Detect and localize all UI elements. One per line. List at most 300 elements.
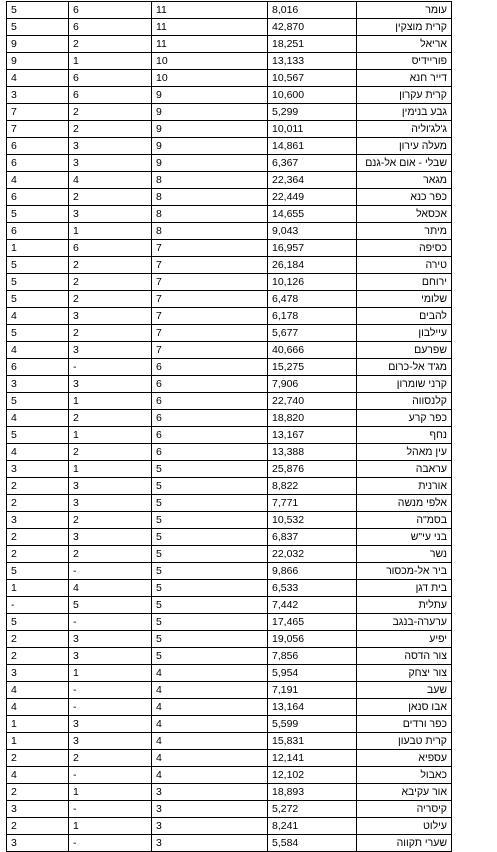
cell-col-d: 2 [7,495,69,512]
cell-locality-name: עין מאהל [357,444,452,461]
cell-col-d: 4 [7,342,69,359]
cell-col-c: 2 [69,512,152,529]
cell-col-c: 5 [69,597,152,614]
cell-locality-name: כפר ורדים [357,716,452,733]
table-row [7,461,452,478]
cell-col-c: - [69,563,152,580]
cell-population: 5,599 [268,716,357,733]
cell-col-c: 2 [69,444,152,461]
table-row [7,733,452,750]
cell-col-b: 6 [152,393,268,410]
cell-col-c: 1 [69,665,152,682]
cell-col-d: 3 [7,801,69,818]
cell-population: 40,666 [268,342,357,359]
cell-col-b: 6 [152,410,268,427]
cell-population: 25,876 [268,461,357,478]
cell-col-d: 2 [7,784,69,801]
cell-population: 13,167 [268,427,357,444]
table-row [7,155,452,172]
cell-locality-name: שעב [357,682,452,699]
cell-col-b: 4 [152,716,268,733]
cell-col-b: 4 [152,767,268,784]
cell-col-d: 2 [7,750,69,767]
cell-col-b: 5 [152,631,268,648]
cell-col-b: 4 [152,699,268,716]
cell-population: 7,191 [268,682,357,699]
cell-locality-name: בסמ"ה [357,512,452,529]
cell-locality-name: עתלית [357,597,452,614]
cell-locality-name: ג'לג'וליה [357,121,452,138]
cell-locality-name: קרית מוצקין [357,19,452,36]
cell-col-c: - [69,699,152,716]
cell-col-c: - [69,801,152,818]
cell-population: 9,866 [268,563,357,580]
cell-col-c: 3 [69,308,152,325]
cell-col-c: 1 [69,427,152,444]
cell-locality-name: כפר כנא [357,189,452,206]
cell-population: 18,251 [268,36,357,53]
cell-locality-name: כפר קרע [357,410,452,427]
cell-col-c: 2 [69,750,152,767]
cell-col-c: 3 [69,716,152,733]
cell-population: 12,141 [268,750,357,767]
cell-population: 6,837 [268,529,357,546]
table-row [7,563,452,580]
table-row [7,682,452,699]
cell-col-c: 2 [69,325,152,342]
cell-col-d: 4 [7,410,69,427]
cell-population: 8,016 [268,2,357,19]
cell-col-c: 1 [69,461,152,478]
cell-col-d: 1 [7,716,69,733]
cell-col-d: 6 [7,155,69,172]
cell-population: 10,600 [268,87,357,104]
table-row [7,342,452,359]
cell-population: 7,771 [268,495,357,512]
table-row [7,818,452,835]
table-row [7,53,452,70]
cell-population: 42,870 [268,19,357,36]
cell-col-c: - [69,767,152,784]
cell-col-b: 4 [152,665,268,682]
table-row [7,750,452,767]
cell-col-d: 6 [7,223,69,240]
cell-col-b: 8 [152,189,268,206]
cell-locality-name: שלומי [357,291,452,308]
cell-col-b: 11 [152,36,268,53]
table-row [7,648,452,665]
cell-col-c: 3 [69,631,152,648]
table-row [7,614,452,631]
cell-population: 13,388 [268,444,357,461]
cell-locality-name: בית דגן [357,580,452,597]
cell-col-d: 5 [7,291,69,308]
cell-col-d: 4 [7,444,69,461]
cell-population: 5,584 [268,835,357,852]
cell-col-c: 2 [69,410,152,427]
table-row [7,376,452,393]
cell-population: 7,906 [268,376,357,393]
cell-col-c: 3 [69,495,152,512]
cell-col-b: 5 [152,495,268,512]
cell-col-b: 5 [152,648,268,665]
table-row [7,291,452,308]
cell-col-c: 3 [69,342,152,359]
table-row [7,580,452,597]
table-row [7,393,452,410]
cell-population: 5,299 [268,104,357,121]
cell-col-b: 9 [152,121,268,138]
cell-locality-name: עיילבון [357,325,452,342]
cell-col-c: 6 [69,19,152,36]
cell-population: 15,275 [268,359,357,376]
cell-col-b: 9 [152,138,268,155]
cell-locality-name: פוריידיס [357,53,452,70]
cell-col-d: 5 [7,614,69,631]
cell-col-c: 4 [69,580,152,597]
cell-col-b: 5 [152,614,268,631]
table-row [7,121,452,138]
cell-col-c: 1 [69,393,152,410]
cell-col-d: 5 [7,2,69,19]
cell-col-b: 5 [152,580,268,597]
cell-population: 5,954 [268,665,357,682]
cell-population: 18,893 [268,784,357,801]
table-row [7,36,452,53]
cell-locality-name: מגאר [357,172,452,189]
cell-col-d: 3 [7,461,69,478]
cell-population: 13,133 [268,53,357,70]
table-row [7,410,452,427]
cell-col-b: 6 [152,444,268,461]
table-row [7,206,452,223]
cell-col-b: 5 [152,597,268,614]
cell-population: 10,011 [268,121,357,138]
cell-locality-name: צור הדסה [357,648,452,665]
cell-col-d: 1 [7,733,69,750]
cell-locality-name: צור יצחק [357,665,452,682]
cell-locality-name: אריאל [357,36,452,53]
cell-col-c: 2 [69,274,152,291]
cell-col-b: 7 [152,240,268,257]
cell-col-c: 3 [69,206,152,223]
cell-col-b: 7 [152,325,268,342]
cell-locality-name: עספיא [357,750,452,767]
table-row [7,87,452,104]
table-row [7,444,452,461]
cell-locality-name: כסיפה [357,240,452,257]
table-row [7,308,452,325]
table-row [7,359,452,376]
cell-col-c: 3 [69,529,152,546]
cell-col-c: 3 [69,155,152,172]
cell-col-c: 2 [69,291,152,308]
cell-population: 22,364 [268,172,357,189]
cell-col-d: 1 [7,240,69,257]
cell-col-b: 6 [152,376,268,393]
cell-col-b: 10 [152,70,268,87]
cell-locality-name: שערי תקווה [357,835,452,852]
cell-col-c: 6 [69,70,152,87]
table-row [7,257,452,274]
cell-population: 16,957 [268,240,357,257]
cell-col-b: 9 [152,155,268,172]
cell-col-c: 2 [69,121,152,138]
cell-col-b: 8 [152,172,268,189]
cell-locality-name: אבו סנאן [357,699,452,716]
cell-col-b: 7 [152,274,268,291]
table-row [7,19,452,36]
cell-locality-name: בני עי"ש [357,529,452,546]
cell-locality-name: מעלה עירון [357,138,452,155]
cell-col-b: 9 [152,104,268,121]
cell-col-c: 1 [69,784,152,801]
table-row [7,784,452,801]
cell-col-b: 5 [152,546,268,563]
cell-population: 6,178 [268,308,357,325]
cell-col-d: 3 [7,512,69,529]
cell-col-d: 2 [7,648,69,665]
cell-locality-name: קרית עקרון [357,87,452,104]
cell-col-c: 6 [69,2,152,19]
cell-col-b: 11 [152,19,268,36]
cell-col-d: 9 [7,53,69,70]
cell-col-d: 5 [7,19,69,36]
cell-locality-name: אכסאל [357,206,452,223]
cell-population: 10,532 [268,512,357,529]
cell-col-b: 8 [152,223,268,240]
cell-col-d: 5 [7,206,69,223]
cell-col-b: 5 [152,563,268,580]
cell-col-b: 11 [152,2,268,19]
cell-col-d: 1 [7,580,69,597]
cell-population: 10,567 [268,70,357,87]
cell-col-d: 3 [7,87,69,104]
cell-col-b: 7 [152,257,268,274]
table-row [7,274,452,291]
table-row [7,597,452,614]
cell-col-d: 4 [7,699,69,716]
cell-col-b: 3 [152,818,268,835]
cell-col-d: 5 [7,393,69,410]
cell-col-b: 5 [152,529,268,546]
cell-col-d: 5 [7,427,69,444]
cell-population: 5,272 [268,801,357,818]
table-row [7,2,452,19]
cell-locality-name: ביר אל-מכסור [357,563,452,580]
cell-locality-name: נשר [357,546,452,563]
cell-col-b: 3 [152,835,268,852]
cell-locality-name: מיתר [357,223,452,240]
cell-population: 14,655 [268,206,357,223]
cell-col-b: 5 [152,461,268,478]
table-row [7,529,452,546]
cell-population: 7,442 [268,597,357,614]
cell-population: 17,465 [268,614,357,631]
cell-col-c: 2 [69,104,152,121]
cell-population: 22,032 [268,546,357,563]
cell-col-c: 1 [69,223,152,240]
cell-col-c: 3 [69,478,152,495]
table-row [7,240,452,257]
cell-col-d: 5 [7,325,69,342]
cell-col-d: 2 [7,818,69,835]
cell-col-d: 3 [7,665,69,682]
cell-col-d: - [7,597,69,614]
cell-col-d: 2 [7,631,69,648]
table-row [7,801,452,818]
cell-col-c: 1 [69,818,152,835]
cell-col-b: 8 [152,206,268,223]
table-row [7,665,452,682]
cell-col-c: - [69,359,152,376]
cell-population: 8,822 [268,478,357,495]
cell-col-d: 4 [7,172,69,189]
table-row [7,512,452,529]
table-row [7,631,452,648]
cell-col-b: 4 [152,750,268,767]
cell-col-d: 2 [7,546,69,563]
cell-locality-name: קרני שומרון [357,376,452,393]
cell-col-d: 6 [7,138,69,155]
cell-col-b: 7 [152,291,268,308]
cell-locality-name: קרית טבעון [357,733,452,750]
cell-col-d: 7 [7,104,69,121]
cell-col-d: 6 [7,359,69,376]
cell-locality-name: טירה [357,257,452,274]
cell-population: 8,241 [268,818,357,835]
cell-population: 9,043 [268,223,357,240]
cell-col-d: 7 [7,121,69,138]
cell-locality-name: מג'ד אל-כרום [357,359,452,376]
cell-locality-name: נחף [357,427,452,444]
cell-population: 6,533 [268,580,357,597]
cell-locality-name: שפרעם [357,342,452,359]
cell-locality-name: אורנית [357,478,452,495]
cell-locality-name: ירוחם [357,274,452,291]
cell-population: 10,126 [268,274,357,291]
cell-col-d: 4 [7,70,69,87]
table-row [7,546,452,563]
table-row [7,495,452,512]
cell-population: 13,164 [268,699,357,716]
cell-col-d: 6 [7,189,69,206]
cell-population: 26,184 [268,257,357,274]
cell-population: 5,677 [268,325,357,342]
table-row [7,716,452,733]
table-row [7,427,452,444]
cell-col-c: 2 [69,36,152,53]
cell-col-c: 6 [69,240,152,257]
cell-col-b: 4 [152,682,268,699]
cell-col-b: 7 [152,342,268,359]
cell-population: 19,056 [268,631,357,648]
cell-col-d: 9 [7,36,69,53]
cell-col-c: 3 [69,648,152,665]
cell-col-c: 2 [69,257,152,274]
cell-col-b: 6 [152,427,268,444]
data-table [6,1,452,852]
cell-population: 7,856 [268,648,357,665]
cell-col-c: 3 [69,138,152,155]
cell-col-d: 3 [7,376,69,393]
cell-col-d: 5 [7,274,69,291]
cell-locality-name: כאבול [357,767,452,784]
cell-col-c: 4 [69,172,152,189]
cell-col-b: 7 [152,308,268,325]
cell-locality-name: אור עקיבא [357,784,452,801]
cell-population: 22,740 [268,393,357,410]
cell-locality-name: שבלי - אום אל-גנם [357,155,452,172]
cell-col-b: 5 [152,478,268,495]
table-row [7,223,452,240]
cell-col-c: - [69,835,152,852]
cell-population: 14,861 [268,138,357,155]
cell-locality-name: קיסריה [357,801,452,818]
cell-col-d: 4 [7,682,69,699]
cell-col-b: 9 [152,87,268,104]
table-body [7,2,452,852]
cell-col-d: 5 [7,257,69,274]
cell-population: 6,478 [268,291,357,308]
cell-col-c: 3 [69,733,152,750]
cell-col-d: 4 [7,308,69,325]
cell-col-d: 5 [7,563,69,580]
table-row [7,172,452,189]
cell-col-b: 4 [152,733,268,750]
table-row [7,138,452,155]
cell-locality-name: דייר חנא [357,70,452,87]
cell-locality-name: גבע בנימין [357,104,452,121]
cell-col-b: 3 [152,784,268,801]
cell-locality-name: להבים [357,308,452,325]
cell-col-c: - [69,682,152,699]
cell-population: 6,367 [268,155,357,172]
cell-col-d: 3 [7,835,69,852]
cell-col-c: 2 [69,189,152,206]
cell-locality-name: אלפי מנשה [357,495,452,512]
cell-col-d: 4 [7,767,69,784]
cell-col-b: 10 [152,53,268,70]
cell-locality-name: עומר [357,2,452,19]
cell-locality-name: קלנסווה [357,393,452,410]
cell-col-c: 6 [69,87,152,104]
cell-col-d: 2 [7,529,69,546]
table-row [7,189,452,206]
cell-col-d: 2 [7,478,69,495]
cell-locality-name: ערערה-בנגב [357,614,452,631]
table-row [7,104,452,121]
table-row [7,325,452,342]
cell-col-c: 1 [69,53,152,70]
cell-locality-name: עראבה [357,461,452,478]
table-row [7,767,452,784]
table-row [7,835,452,852]
cell-col-c: 3 [69,376,152,393]
cell-col-b: 5 [152,512,268,529]
cell-col-b: 3 [152,801,268,818]
table-row [7,70,452,87]
cell-locality-name: יפיע [357,631,452,648]
cell-col-b: 6 [152,359,268,376]
cell-col-c: 2 [69,546,152,563]
cell-col-c: - [69,614,152,631]
table-row [7,478,452,495]
cell-population: 15,831 [268,733,357,750]
cell-population: 18,820 [268,410,357,427]
cell-population: 22,449 [268,189,357,206]
table-row [7,699,452,716]
